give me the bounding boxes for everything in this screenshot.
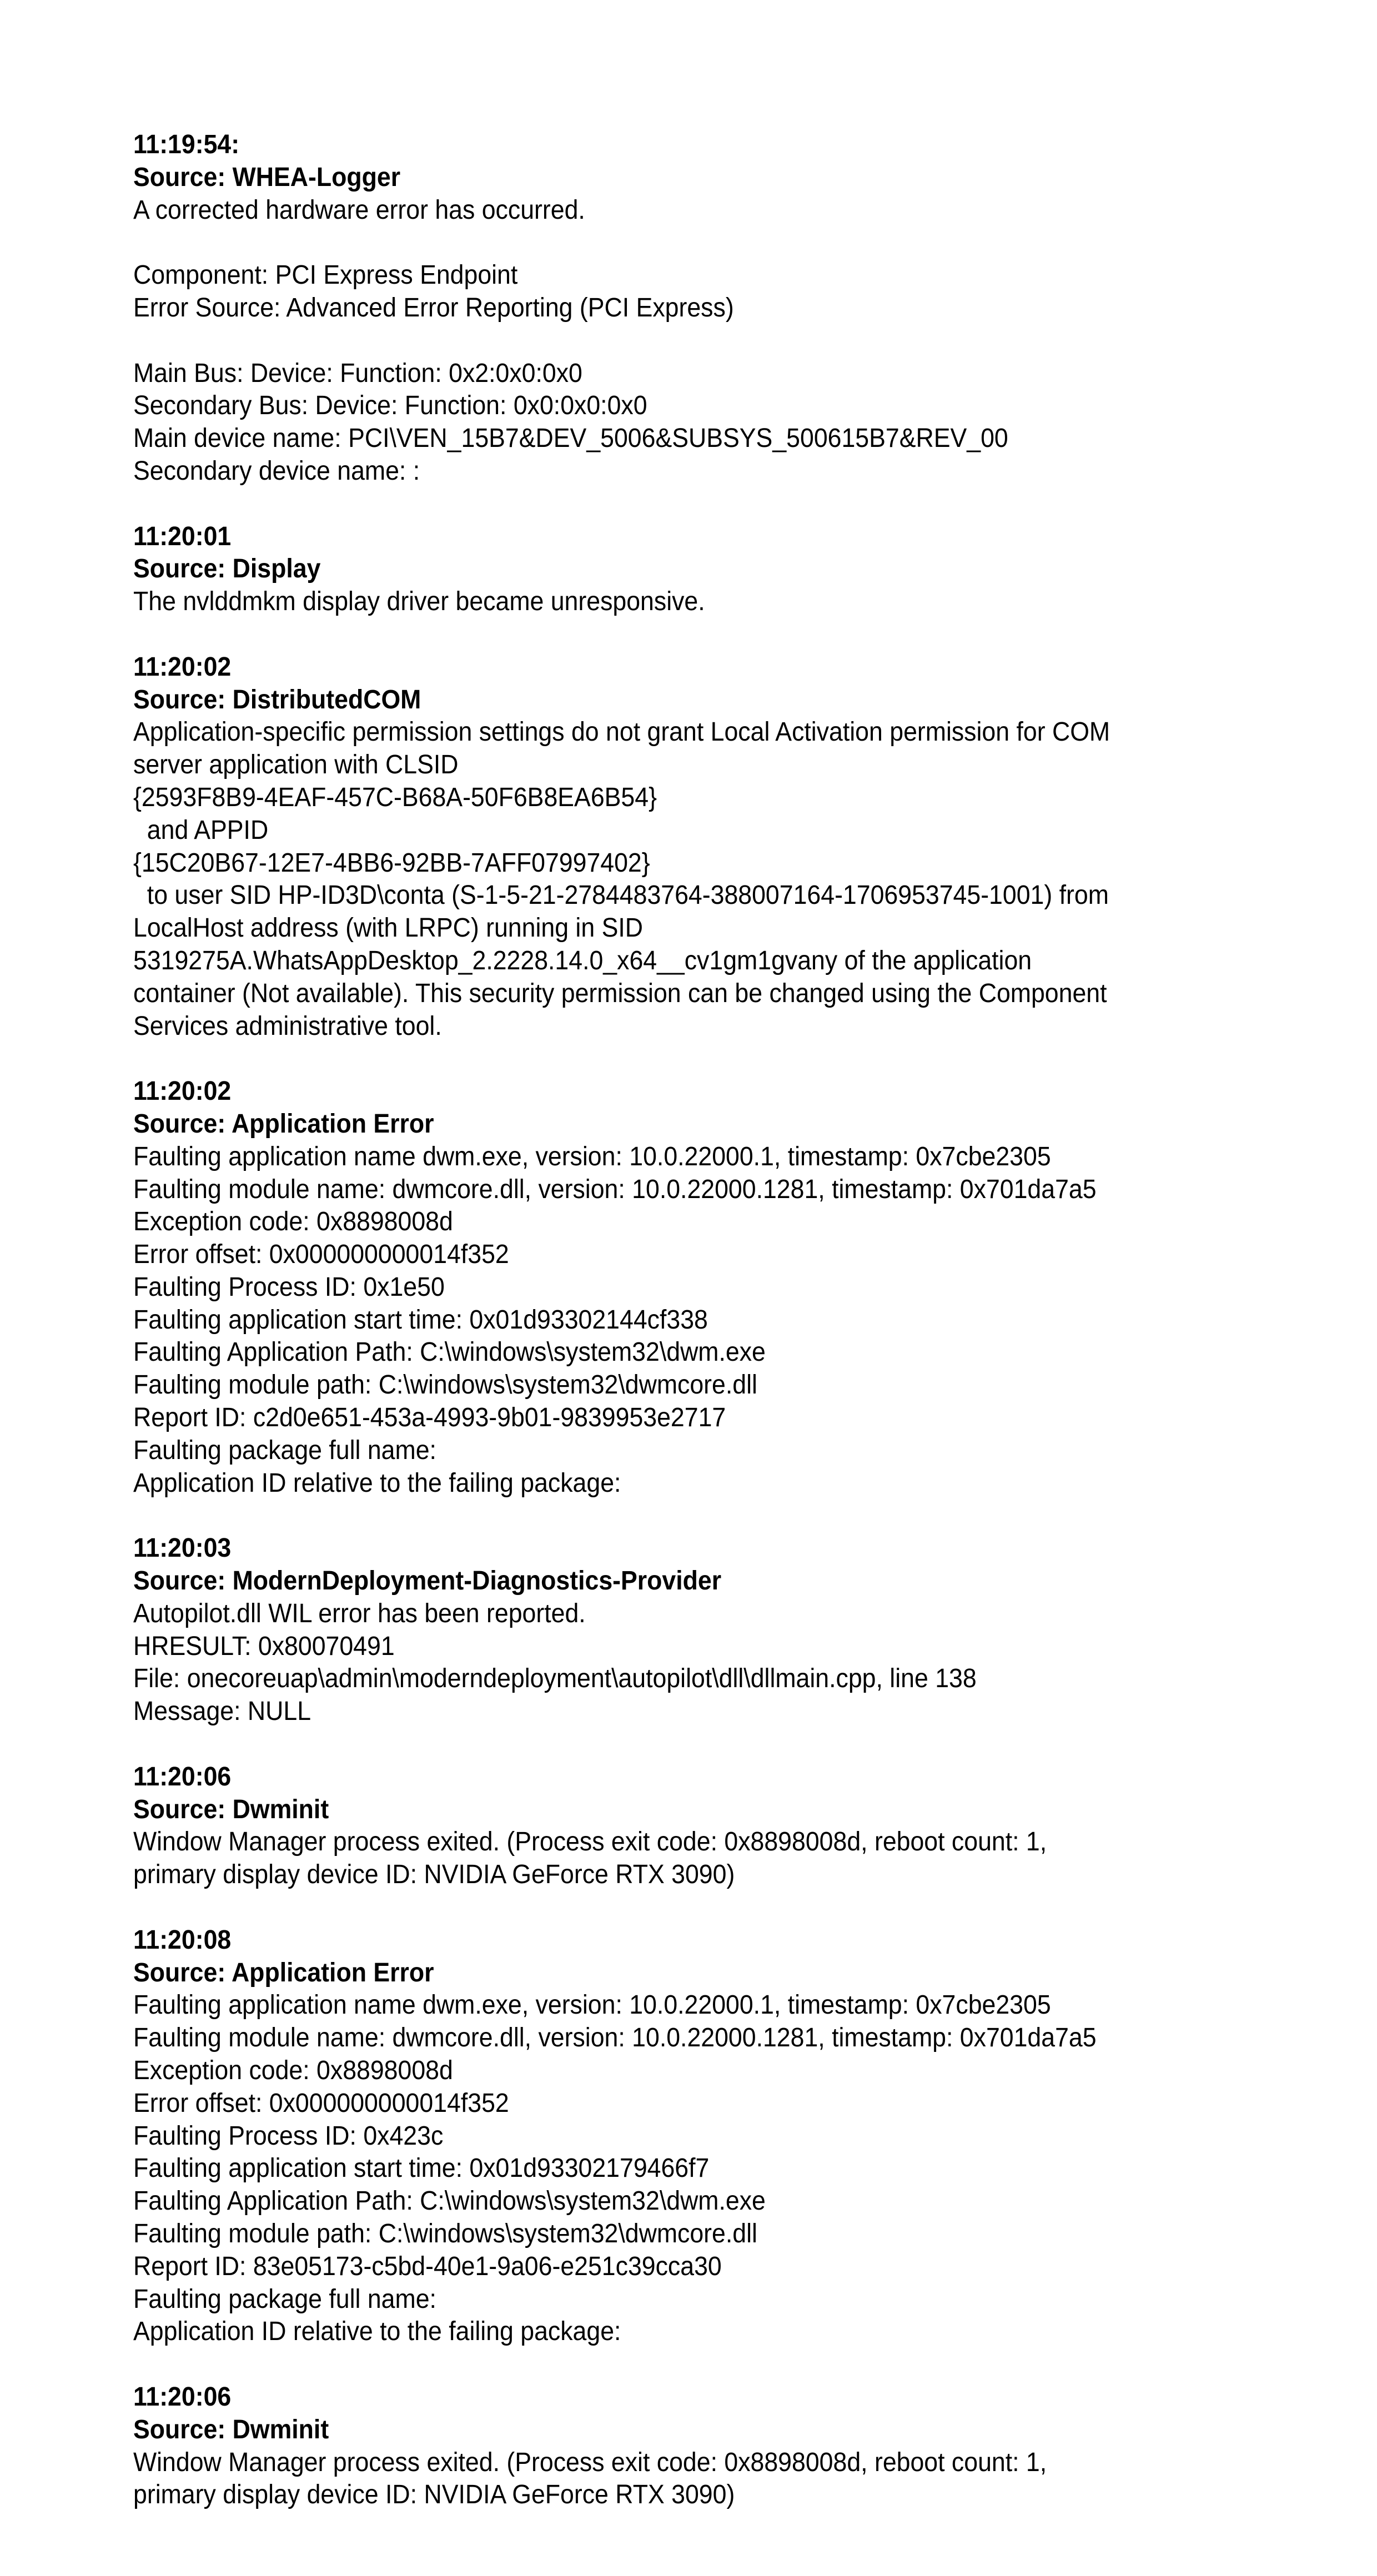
message-line: Faulting Application Path: C:\windows\system32\dwm.exe xyxy=(133,1337,766,1367)
message-line: Faulting package full name: xyxy=(133,2284,436,2314)
message-line: Application-specific permission settings do not grant Local Activation permission for COM xyxy=(133,717,1110,747)
message-line: Faulting application name dwm.exe, version: 10.0.22000.1, timestamp: 0x7cbe2305 xyxy=(133,1990,1051,2020)
entry-timestamp: 11:20:03 xyxy=(133,1533,232,1563)
message-line: {15C20B67-12E7-4BB6-92BB-7AFF07997402} xyxy=(133,848,650,878)
log-entry xyxy=(133,521,1218,618)
message-line: Faulting Process ID: 0x423c xyxy=(133,2121,444,2151)
entry-message xyxy=(133,1141,1218,1500)
message-line: The nvlddmkm display driver became unresponsive. xyxy=(133,587,705,617)
entry-source: Source: Application Error xyxy=(133,1109,434,1139)
message-line: Faulting module path: C:\windows\system32\dwmcore.dll xyxy=(133,2219,757,2248)
message-line: {2593F8B9-4EAF-457C-B68A-50F6B8EA6B54} xyxy=(133,782,657,812)
entry-timestamp: 11:20:06 xyxy=(133,1762,232,1792)
log-entry xyxy=(133,129,1218,488)
message-line: Secondary Bus: Device: Function: 0x0:0x0:0x0 xyxy=(133,391,647,421)
log-entry xyxy=(133,1924,1218,2348)
message-line: primary display device ID: NVIDIA GeForce RTX 3090) xyxy=(133,2480,735,2510)
message-line: Faulting module path: C:\windows\system32\dwmcore.dll xyxy=(133,1370,757,1400)
entry-source: Source: Dwminit xyxy=(133,1794,329,1824)
message-line: Window Manager process exited. (Process exit code: 0x8898008d, reboot count: 1, xyxy=(133,1827,1047,1857)
message-line: Faulting Process ID: 0x1e50 xyxy=(133,1272,445,1302)
entry-source: Source: WHEA-Logger xyxy=(133,162,401,192)
entry-source: Source: Application Error xyxy=(133,1958,434,1988)
message-line: Faulting Application Path: C:\windows\system32\dwm.exe xyxy=(133,2186,766,2216)
message-line: Faulting application start time: 0x01d93302144cf338 xyxy=(133,1305,708,1335)
message-line: server application with CLSID xyxy=(133,750,459,780)
message-line: Faulting module name: dwmcore.dll, version: 10.0.22000.1281, timestamp: 0x701da7a5 xyxy=(133,1174,1097,1204)
message-line: primary display device ID: NVIDIA GeForce RTX 3090) xyxy=(133,1860,735,1890)
message-line: Error offset: 0x000000000014f352 xyxy=(133,2088,509,2118)
entry-message xyxy=(133,1989,1218,2348)
message-line: Error offset: 0x000000000014f352 xyxy=(133,1240,509,1270)
entry-message xyxy=(133,1826,1218,1891)
entry-timestamp: 11:20:06 xyxy=(133,2382,232,2412)
message-line: Report ID: c2d0e651-453a-4993-9b01-9839953e2717 xyxy=(133,1403,726,1433)
message-line: Message: NULL xyxy=(133,1697,311,1727)
entry-timestamp: 11:19:54: xyxy=(133,130,240,159)
message-line: Faulting module name: dwmcore.dll, version: 10.0.22000.1281, timestamp: 0x701da7a5 xyxy=(133,2023,1097,2053)
message-line: A corrected hardware error has occurred. xyxy=(133,195,585,225)
entry-message xyxy=(133,2447,1218,2512)
message-line: Application ID relative to the failing package: xyxy=(133,2317,621,2347)
message-line: Application ID relative to the failing package: xyxy=(133,1468,621,1498)
message-line: Exception code: 0x8898008d xyxy=(133,1207,453,1237)
message-line: Faulting application start time: 0x01d93302179466f7 xyxy=(133,2154,710,2183)
entry-source: Source: Display xyxy=(133,554,321,584)
message-line: Faulting package full name: xyxy=(133,1435,436,1465)
entry-source: Source: DistributedCOM xyxy=(133,685,421,715)
entry-timestamp: 11:20:01 xyxy=(133,521,232,551)
message-line: File: onecoreuap\admin\moderndeployment\autopilot\dll\dllmain.cpp, line 138 xyxy=(133,1664,977,1694)
message-line: Faulting application name dwm.exe, version: 10.0.22000.1, timestamp: 0x7cbe2305 xyxy=(133,1141,1051,1171)
log-entry xyxy=(133,1761,1218,1891)
log-entry xyxy=(133,2381,1218,2512)
message-line: to user SID HP-ID3D\conta (S-1-5-21-2784483764-388007164-1706953745-1001) from xyxy=(133,881,1109,910)
blank-line xyxy=(133,227,1218,259)
message-line: LocalHost address (with LRPC) running in SID xyxy=(133,913,643,943)
entry-message xyxy=(133,716,1218,1043)
message-line: Component: PCI Express Endpoint xyxy=(133,260,518,290)
entry-message xyxy=(133,1598,1218,1728)
message-line: Main Bus: Device: Function: 0x2:0x0:0x0 xyxy=(133,358,582,388)
message-line: Services administrative tool. xyxy=(133,1011,442,1041)
blank-line xyxy=(133,325,1218,358)
message-line: and APPID xyxy=(133,815,269,845)
entry-timestamp: 11:20:02 xyxy=(133,1076,232,1106)
message-line: Autopilot.dll WIL error has been reported. xyxy=(133,1598,586,1628)
message-line: Exception code: 0x8898008d xyxy=(133,2056,453,2086)
message-line: HRESULT: 0x80070491 xyxy=(133,1631,395,1661)
message-line: container (Not available). This security permission can be changed using the Component xyxy=(133,978,1107,1008)
entry-message xyxy=(133,586,1218,618)
message-line: Report ID: 83e05173-c5bd-40e1-9a06-e251c39cca30 xyxy=(133,2251,722,2281)
event-log-document xyxy=(133,129,1218,2544)
entry-timestamp: 11:20:08 xyxy=(133,1925,232,1955)
message-line: Main device name: PCI\VEN_15B7&DEV_5006&SUBSYS_500615B7&REV_00 xyxy=(133,424,1008,454)
log-entry xyxy=(133,1075,1218,1500)
message-line: Secondary device name: : xyxy=(133,456,420,486)
message-line: 5319275A.WhatsAppDesktop_2.2228.14.0_x64__cv1gm1gvany of the application xyxy=(133,945,1032,975)
entry-source: Source: Dwminit xyxy=(133,2414,329,2444)
log-entry xyxy=(133,651,1218,1043)
log-entry xyxy=(133,1532,1218,1728)
message-line: Error Source: Advanced Error Reporting (PCI Express) xyxy=(133,293,734,323)
message-line: Window Manager process exited. (Process exit code: 0x8898008d, reboot count: 1, xyxy=(133,2447,1047,2477)
entry-timestamp: 11:20:02 xyxy=(133,652,232,682)
entry-message xyxy=(133,194,1218,488)
entry-source: Source: ModernDeployment-Diagnostics-Provider xyxy=(133,1566,722,1596)
